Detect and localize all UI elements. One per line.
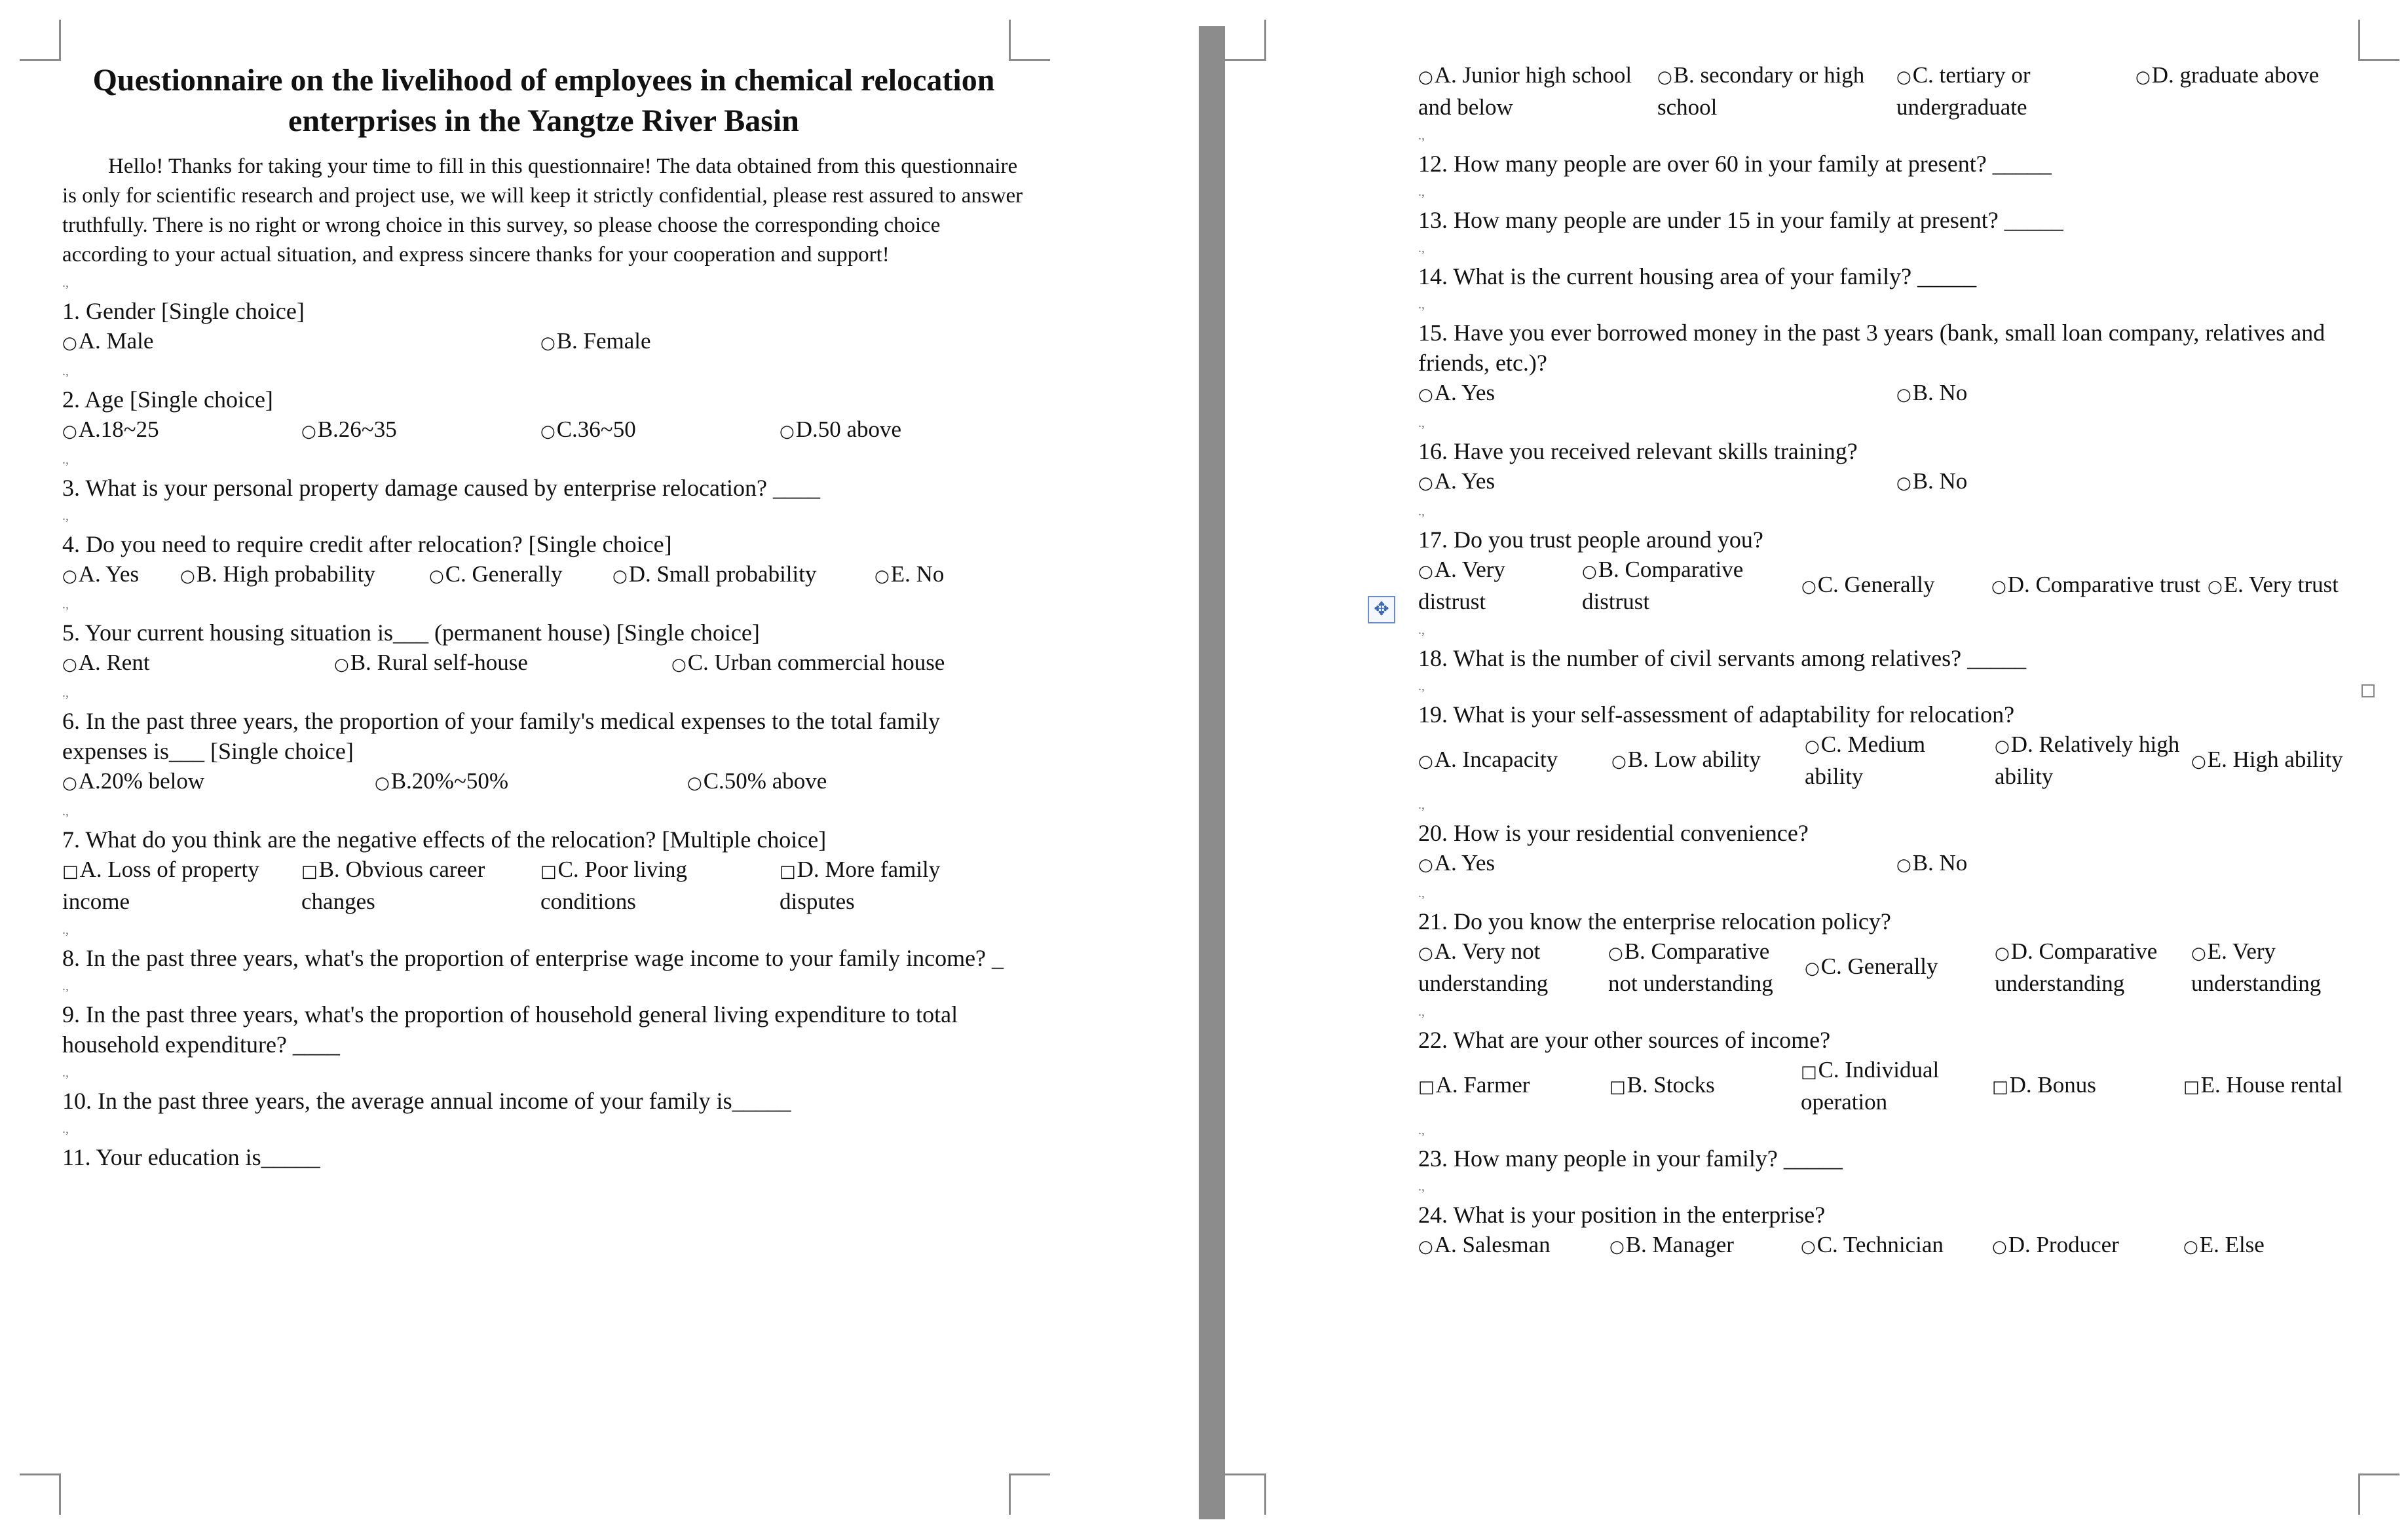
option-q22-c[interactable]: □C. Individual operation — [1801, 1057, 1940, 1115]
option-q1-a[interactable]: ○A. Male — [62, 328, 154, 354]
question-9[interactable]: 9. In the past three years, what's the proportion of household general living expenditure to total household expenditure? ____ — [62, 1001, 958, 1058]
question-20-options — [1418, 848, 2388, 880]
question-7: 7. What do you think are the negative effects of the relocation? [Multiple choice] — [62, 826, 827, 853]
option-q19-d[interactable]: ○D. Relatively high ability — [1995, 731, 2180, 789]
option-q15-b[interactable]: ○B. No — [1896, 380, 1968, 405]
question-24-options — [1418, 1230, 2388, 1262]
question-20: 20. How is your residential convenience? — [1418, 820, 1809, 846]
option-q17-d[interactable]: ○D. Comparative trust — [1991, 572, 2201, 597]
option-q16-a[interactable]: ○A. Yes — [1418, 468, 1496, 494]
question-7-options — [62, 855, 1025, 917]
question-17-options — [1418, 555, 2388, 617]
right-page-content: ○A. Junior high school and below ○B. secondary or high school ○C. tertiary or undergraduate ○D. graduate above ., 12. How many people are over 60 in your family at present? _____ ., 13. How many people are under 15 in your family at present? _____ ., 14. What is the current housing area of your family? _____ ., 15. Have you ever borrowed money in the past 3 years (bank, small loan company, relatives and friends, etc.)? ○A. Yes ○B. No ., 16. Have you received relevant skills training? ○A. Yes ○B. No ., 17. Do you trust people around you? ○A. Very distrust ○B. Comparative distrust ○C. Generally ○D. Comparative trust ○E. Very trust ., 18. What is the number of civil servants among relatives? _____ ., 19. What is your self-assessment of adaptability for relocation? ○A. Incapacity ○B. Low ability ○C. Medium ability ○D. Relatively high ability ○E. High ability ., 20. How is your residential convenience? ○A. Yes ○B. No ., 21. Do you know the enterprise relocation policy? ○A. Very not understanding ○B. Comparative not understanding ○C. Generally ○D. Comparative understanding ○E. Very understanding ., 22. What are your other sources of income? □A. Farmer □B. Stocks □C. Individual operation □D. Bonus □E. House rental ., 23. How many people in your family? _____ ., 24. What is your position in the enterprise? ○A. Salesman ○B. Manager ○C. Technician ○D. Producer ○E. Else — [1418, 60, 2388, 1262]
question-1-options — [62, 326, 1025, 358]
corner-mark-top-right — [1009, 20, 1050, 61]
option-q21-b[interactable]: ○B. Comparative not understanding — [1608, 938, 1773, 996]
option-q24-c[interactable]: ○C. Technician — [1801, 1232, 1944, 1257]
option-q21-a[interactable]: ○A. Very not understanding — [1418, 938, 1549, 996]
option-q11-a[interactable]: ○A. Junior high school and below — [1418, 62, 1632, 120]
option-q17-e[interactable]: ○E. Very trust — [2208, 572, 2339, 597]
paragraph-mark: ., — [62, 276, 69, 290]
question-5-options — [62, 648, 1025, 680]
question-10[interactable]: 10. In the past three years, the average annual income of your family is_____ — [62, 1088, 791, 1114]
question-16: 16. Have you received relevant skills training? — [1418, 438, 1858, 464]
option-q6-c[interactable]: ○C.50% above — [687, 768, 827, 794]
option-q19-c[interactable]: ○C. Medium ability — [1805, 731, 1926, 789]
option-q1-b[interactable]: ○B. Female — [540, 328, 651, 354]
option-q22-a[interactable]: □A. Farmer — [1418, 1072, 1530, 1098]
option-q22-d[interactable]: □D. Bonus — [1992, 1072, 2096, 1098]
question-13[interactable]: 13. How many people are under 15 in your family at present? _____ — [1418, 207, 2063, 233]
question-22: 22. What are your other sources of income? — [1418, 1027, 1831, 1053]
corner-mark-top-right — [2358, 20, 2399, 61]
question-3[interactable]: 3. What is your personal property damage caused by enterprise relocation? ____ — [62, 475, 820, 501]
option-q21-c[interactable]: ○C. Generally — [1805, 954, 1938, 979]
question-6-options — [62, 766, 1025, 798]
question-5: 5. Your current housing situation is___ (permanent house) [Single choice] — [62, 620, 760, 646]
option-q11-d[interactable]: ○D. graduate above — [2135, 62, 2320, 88]
question-21: 21. Do you know the enterprise relocation policy? — [1418, 908, 1891, 935]
question-15: 15. Have you ever borrowed money in the past 3 years (bank, small loan company, relatives and friends, etc.)? — [1418, 320, 2325, 376]
option-q24-d[interactable]: ○D. Producer — [1992, 1232, 2119, 1257]
option-q4-d[interactable]: ○D. Small probability — [612, 561, 817, 587]
option-q6-a[interactable]: ○A.20% below — [62, 768, 205, 794]
option-q21-d[interactable]: ○D. Comparative understanding — [1995, 938, 2158, 996]
option-q2-a[interactable]: ○A.18~25 — [62, 417, 159, 442]
corner-mark-bottom-right — [1009, 1473, 1050, 1515]
question-23[interactable]: 23. How many people in your family? _____ — [1418, 1145, 1843, 1172]
document-title: Questionnaire on the livelihood of employees in chemical relocation enterprises in the Yangtze River Basin — [92, 63, 995, 138]
option-q17-a[interactable]: ○A. Very distrust — [1418, 557, 1505, 614]
question-19: 19. What is your self-assessment of adaptability for relocation? — [1418, 701, 2015, 728]
question-4-options — [62, 559, 1025, 591]
option-q20-a[interactable]: ○A. Yes — [1418, 850, 1496, 876]
intro-paragraph: Hello! Thanks for taking your time to fill in this questionnaire! The data obtained from this questionnaire is only for scientific research and project use, we will keep it strictly confidential, please rest assured to answer truthfully. There is no right or wrong choice in this survey, so please choose the corresponding choice according to your actual situation, and express sincere thanks for your cooperation and support! — [62, 155, 1023, 267]
option-q4-b[interactable]: ○B. High probability — [180, 561, 375, 587]
option-q19-a[interactable]: ○A. Incapacity — [1418, 747, 1558, 772]
option-q24-e[interactable]: ○E. Else — [2183, 1232, 2265, 1257]
option-q5-c[interactable]: ○C. Urban commercial house — [671, 650, 945, 675]
question-15-options — [1418, 378, 2388, 410]
corner-mark-bottom-right — [2358, 1473, 2399, 1515]
option-q5-b[interactable]: ○B. Rural self-house — [334, 650, 528, 675]
corner-mark-top-left — [20, 20, 61, 61]
corner-mark-bottom-left — [1225, 1473, 1266, 1515]
question-19-options — [1418, 730, 2388, 792]
question-16-options — [1418, 466, 2388, 498]
option-q7-b[interactable]: □B. Obvious career changes — [301, 857, 485, 914]
option-q4-e[interactable]: ○E. No — [875, 561, 945, 587]
option-q19-e[interactable]: ○E. High ability — [2191, 747, 2343, 772]
question-11-options — [1418, 60, 2388, 122]
option-q20-b[interactable]: ○B. No — [1896, 850, 1968, 876]
option-q2-c[interactable]: ○C.36~50 — [540, 417, 636, 442]
question-17: 17. Do you trust people around you? — [1418, 527, 1763, 553]
option-q21-e[interactable]: ○E. Very understanding — [2191, 938, 2322, 996]
table-move-handle-icon[interactable]: ✥ — [1368, 596, 1395, 623]
question-14[interactable]: 14. What is the current housing area of your family? _____ — [1418, 263, 1977, 289]
option-q11-c[interactable]: ○C. tertiary or undergraduate — [1896, 62, 2031, 120]
option-q17-c[interactable]: ○C. Generally — [1801, 572, 1935, 597]
option-q7-d[interactable]: □D. More family disputes — [780, 857, 941, 914]
corner-mark-bottom-left — [20, 1473, 61, 1515]
option-q22-e[interactable]: □E. House rental — [2183, 1072, 2343, 1098]
question-24: 24. What is your position in the enterprise? — [1418, 1202, 1826, 1228]
option-q4-a[interactable]: ○A. Yes — [62, 561, 140, 587]
corner-mark-top-left — [1225, 20, 1266, 61]
question-2-options — [62, 415, 1025, 447]
question-12[interactable]: 12. How many people are over 60 in your family at present? _____ — [1418, 151, 2052, 177]
option-q6-b[interactable]: ○B.20%~50% — [375, 768, 509, 794]
question-4: 4. Do you need to require credit after relocation? [Single choice] — [62, 531, 672, 557]
option-q24-b[interactable]: ○B. Manager — [1609, 1232, 1734, 1257]
option-q15-a[interactable]: ○A. Yes — [1418, 380, 1496, 405]
option-q22-b[interactable]: □B. Stocks — [1609, 1072, 1715, 1098]
table-resize-handle[interactable] — [2361, 684, 2375, 697]
option-q19-b[interactable]: ○B. Low ability — [1611, 747, 1761, 772]
option-q2-b[interactable]: ○B.26~35 — [301, 417, 397, 442]
question-2: 2. Age [Single choice] — [62, 386, 273, 413]
option-q17-b[interactable]: ○B. Comparative distrust — [1582, 557, 1744, 614]
question-8[interactable]: 8. In the past three years, what's the proportion of enterprise wage income to your family income? _ — [62, 945, 1004, 971]
option-q7-a[interactable]: □A. Loss of property income — [62, 857, 259, 914]
question-1: 1. Gender [Single choice] — [62, 298, 305, 324]
question-22-options — [1418, 1055, 2388, 1117]
option-q16-b[interactable]: ○B. No — [1896, 468, 1968, 494]
question-11[interactable]: 11. Your education is_____ — [62, 1144, 320, 1170]
option-q5-a[interactable]: ○A. Rent — [62, 650, 150, 675]
page-gutter — [1199, 26, 1225, 1519]
option-q11-b[interactable]: ○B. secondary or high school — [1657, 62, 1865, 120]
option-q24-a[interactable]: ○A. Salesman — [1418, 1232, 1551, 1257]
option-q4-c[interactable]: ○C. Generally — [429, 561, 563, 587]
question-6: 6. In the past three years, the proportion of your family's medical expenses to the total family expenses is___ [Single choice] — [62, 708, 941, 764]
question-18[interactable]: 18. What is the number of civil servants among relatives? _____ — [1418, 645, 2027, 671]
option-q2-d[interactable]: ○D.50 above — [780, 417, 902, 442]
question-21-options — [1418, 936, 2388, 999]
option-q7-c[interactable]: □C. Poor living conditions — [540, 857, 687, 914]
left-page-content: Questionnaire on the livelihood of employees in chemical relocation enterprises in the Yangtze River Basin Hello! Thanks for taking your time to fill in this questionnaire! The data obtained from this questionnaire is only for scientific research and project use, we will keep it strictly confidential, please rest assured to answer truthfully. There is no right or wrong choice in this survey, so please choose the corresponding choice according to your actual situation, and express sincere thanks for your cooperation and support! ., 1. Gender [Single choice] ○A. Male ○B. Female ., 2. Age [Single choice] ○A.18~25 ○B.26~35 ○C.36~50 ○D.50 above ., 3. What is your personal property damage caused by enterprise relocation? ____ ., 4. Do you need to require credit after relocation? [Single choice] ○A. Yes ○B. High probability ○C. Generally ○D. Small probability ○E. No ., 5. Your current housing situation is___ (permanent house) [Single choice] ○A. Rent ○B. Rural self-house ○C. Urban commercial house ., 6. In the past three years, the proportion of your family's medical expenses to the total family expenses is___ [Single choice] ○A.20% below ○B.20%~50% ○C.50% above ., 7. What do you think are the negative effects of the relocation? [Multiple choice] □A. Loss of property income □B. Obvious career changes □C. Poor living conditions □D. More family disputes ., 8. In the past three years, what's the proportion of enterprise wage income to your family income? _ ., 9. In the past three years, what's the proportion of household general living expenditure to total household expenditure? ____ ., 10. In the past three years, the average annual income of your family is_____ ., 11. Your education is_____ — [62, 60, 1025, 1172]
